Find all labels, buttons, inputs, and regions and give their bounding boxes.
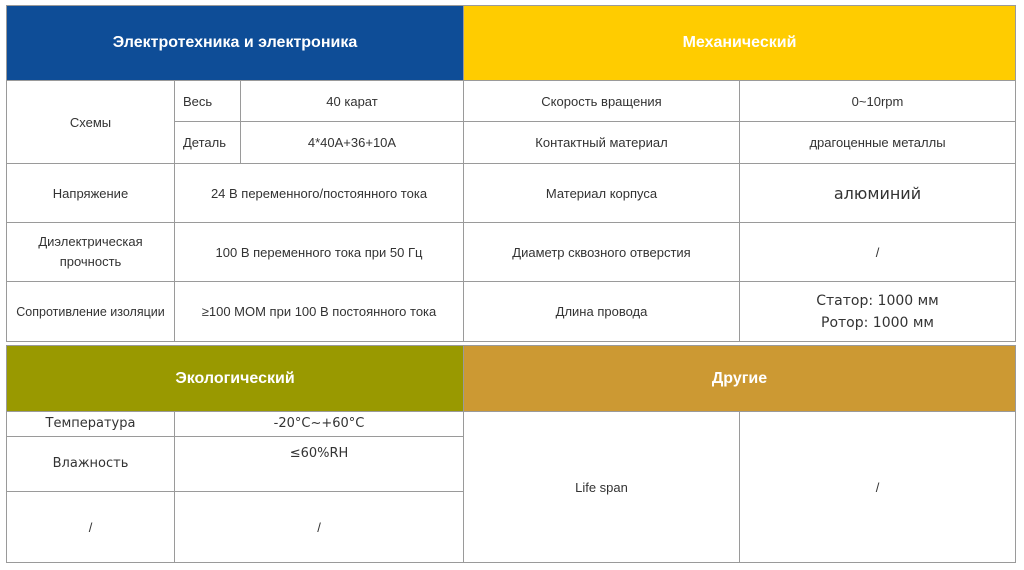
lifespan-value: /: [740, 412, 1016, 563]
insulation-label: Сопротивление изоляции: [7, 282, 175, 342]
lifespan-label: Life span: [464, 412, 740, 563]
housing-label: Материал корпуса: [464, 164, 740, 223]
speed-label: Скорость вращения: [464, 81, 740, 122]
voltage-label: Напряжение: [7, 164, 175, 223]
temperature-label: Температура: [7, 412, 175, 437]
other-header: Другие: [464, 346, 1016, 412]
bore-value: /: [740, 223, 1016, 282]
wire-value-rotor: Ротор: 1000 мм: [821, 314, 934, 331]
contact-label: Контактный материал: [464, 122, 740, 164]
insulation-value: ≥100 МОМ при 100 В постоянного тока: [175, 282, 464, 342]
spec-table-bottom: [6, 345, 1016, 563]
wire-label: Длина провода: [464, 282, 740, 342]
environmental-extra-value: /: [175, 492, 464, 563]
mechanical-header: Механический: [464, 6, 1016, 81]
electrical-header: Электротехника и электроника: [7, 6, 464, 81]
weight-label: Весь: [175, 81, 241, 122]
dielectric-label: Диэлектрическая прочность: [7, 223, 175, 282]
detail-value: 4*40A+36+10A: [241, 122, 464, 164]
voltage-value: 24 В переменного/постоянного тока: [175, 164, 464, 223]
humidity-label: Влажность: [7, 437, 175, 492]
wire-value: [740, 282, 1016, 342]
wire-value-stator: Статор: 1000 мм: [816, 292, 939, 309]
contact-value: драгоценные металлы: [740, 122, 1016, 164]
bore-label: Диаметр сквозного отверстия: [464, 223, 740, 282]
dielectric-value: 100 В переменного тока при 50 Гц: [175, 223, 464, 282]
housing-value: алюминий: [740, 164, 1016, 223]
spec-table-top: [6, 5, 1016, 342]
speed-value: 0~10rpm: [740, 81, 1016, 122]
weight-value: 40 карат: [241, 81, 464, 122]
environmental-extra-label: /: [7, 492, 175, 563]
temperature-value: -20°C~+60°C: [175, 412, 464, 437]
environmental-header: Экологический: [7, 346, 464, 412]
detail-label: Деталь: [175, 122, 241, 164]
circuits-label: Схемы: [7, 81, 175, 164]
humidity-value: ≤60%RH: [175, 437, 464, 492]
